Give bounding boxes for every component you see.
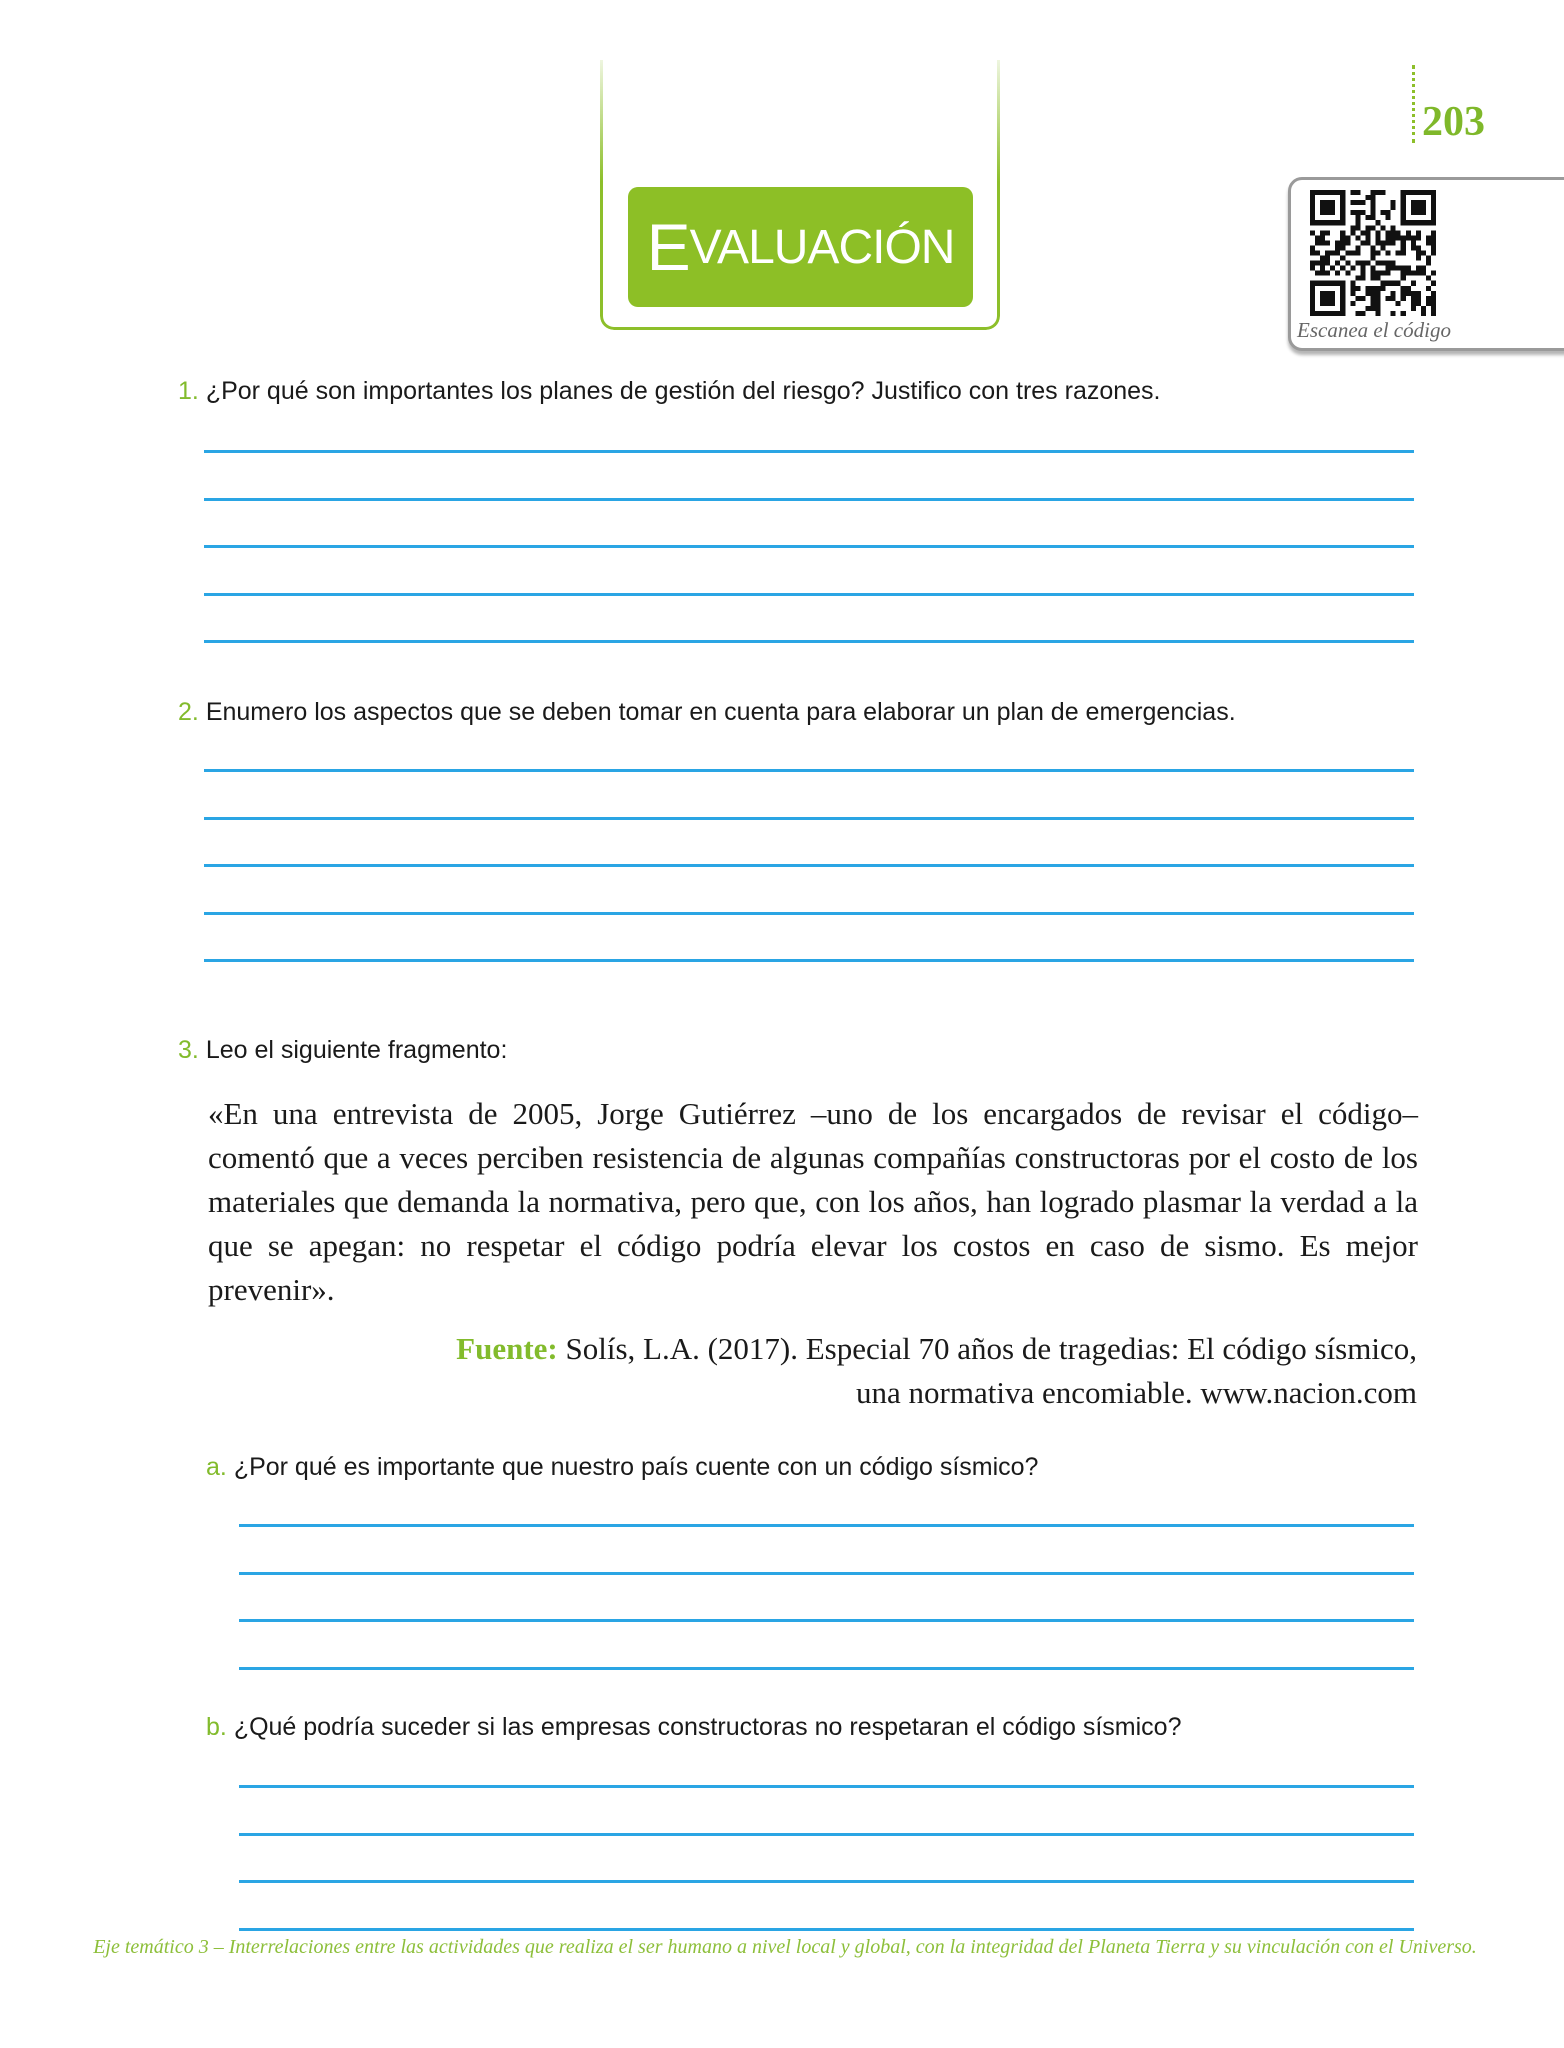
answer-line[interactable]	[239, 1880, 1414, 1883]
answer-line[interactable]	[204, 450, 1414, 453]
answer-line[interactable]	[239, 1524, 1414, 1527]
source-label: Fuente:	[456, 1331, 558, 1366]
answer-line[interactable]	[239, 1572, 1414, 1575]
section-title-initial: E	[646, 210, 690, 284]
answer-line[interactable]	[204, 912, 1414, 915]
answer-line[interactable]	[204, 545, 1414, 548]
answer-line[interactable]	[204, 769, 1414, 772]
subquestion-text: ¿Por qué es importante que nuestro país cuente con un código sísmico?	[233, 1453, 1039, 1481]
source-line-1: Solís, L.A. (2017). Especial 70 años de tragedias: El código sísmico,	[565, 1331, 1417, 1366]
quote-source	[300, 1327, 1417, 1415]
question-number: 1.	[178, 377, 199, 405]
question-text: Enumero los aspectos que se deben tomar en cuenta para elaborar un plan de emergencias.	[205, 698, 1236, 726]
answer-line[interactable]	[239, 1928, 1414, 1931]
question-text: Leo el siguiente fragmento:	[205, 1036, 508, 1064]
page-number-divider	[1412, 65, 1415, 143]
answer-line[interactable]	[239, 1619, 1414, 1622]
section-title	[628, 187, 973, 307]
answer-line[interactable]	[204, 959, 1414, 962]
footer-thematic-axis: Eje temático 3 – Interrelaciones entre las actividades que realiza el ser humano a nivel local y global, con la integridad del Planeta Tierra y su vinculación con el Universo.	[93, 1936, 1477, 1958]
question-2	[178, 698, 1236, 727]
subquestion-text: ¿Qué podría suceder si las empresas constructoras no respetaran el código sísmico?	[233, 1713, 1182, 1741]
section-title-rest: VALUACIÓN	[689, 220, 955, 274]
qr-caption: Escanea el código	[1297, 318, 1451, 342]
source-line-2: una normativa encomiable. www.nacion.com	[856, 1375, 1417, 1410]
subquestion-letter: a.	[206, 1453, 227, 1481]
answer-line[interactable]	[204, 593, 1414, 596]
answer-line[interactable]	[204, 817, 1414, 820]
qr-code-icon[interactable]	[1310, 190, 1436, 316]
page-number: 203	[1422, 99, 1485, 145]
question-number: 3.	[178, 1036, 199, 1064]
answer-line[interactable]	[204, 640, 1414, 643]
subquestion-letter: b.	[206, 1713, 227, 1741]
question-text: ¿Por qué son importantes los planes de gestión del riesgo? Justifico con tres razones.	[205, 377, 1161, 405]
subquestion-b	[206, 1713, 1182, 1742]
quote-fragment: «En una entrevista de 2005, Jorge Gutiérrez –uno de los encargados de revisar el código– comentó que a veces perciben resistencia de algunas compañías constructoras por el costo de los materiales que demanda la normativa, pero que, con los años, han logrado plasmar la verdad a la que se apegan: no respetar el código podría elevar los costos en caso de sismo. Es mejor prevenir».	[208, 1096, 1418, 1307]
question-3	[178, 1036, 507, 1065]
answer-line[interactable]	[239, 1667, 1414, 1670]
subquestion-a	[206, 1453, 1038, 1482]
answer-line[interactable]	[239, 1833, 1414, 1836]
answer-line[interactable]	[239, 1785, 1414, 1788]
answer-line[interactable]	[204, 864, 1414, 867]
question-1	[178, 377, 1161, 406]
answer-line[interactable]	[204, 498, 1414, 501]
question-number: 2.	[178, 698, 199, 726]
